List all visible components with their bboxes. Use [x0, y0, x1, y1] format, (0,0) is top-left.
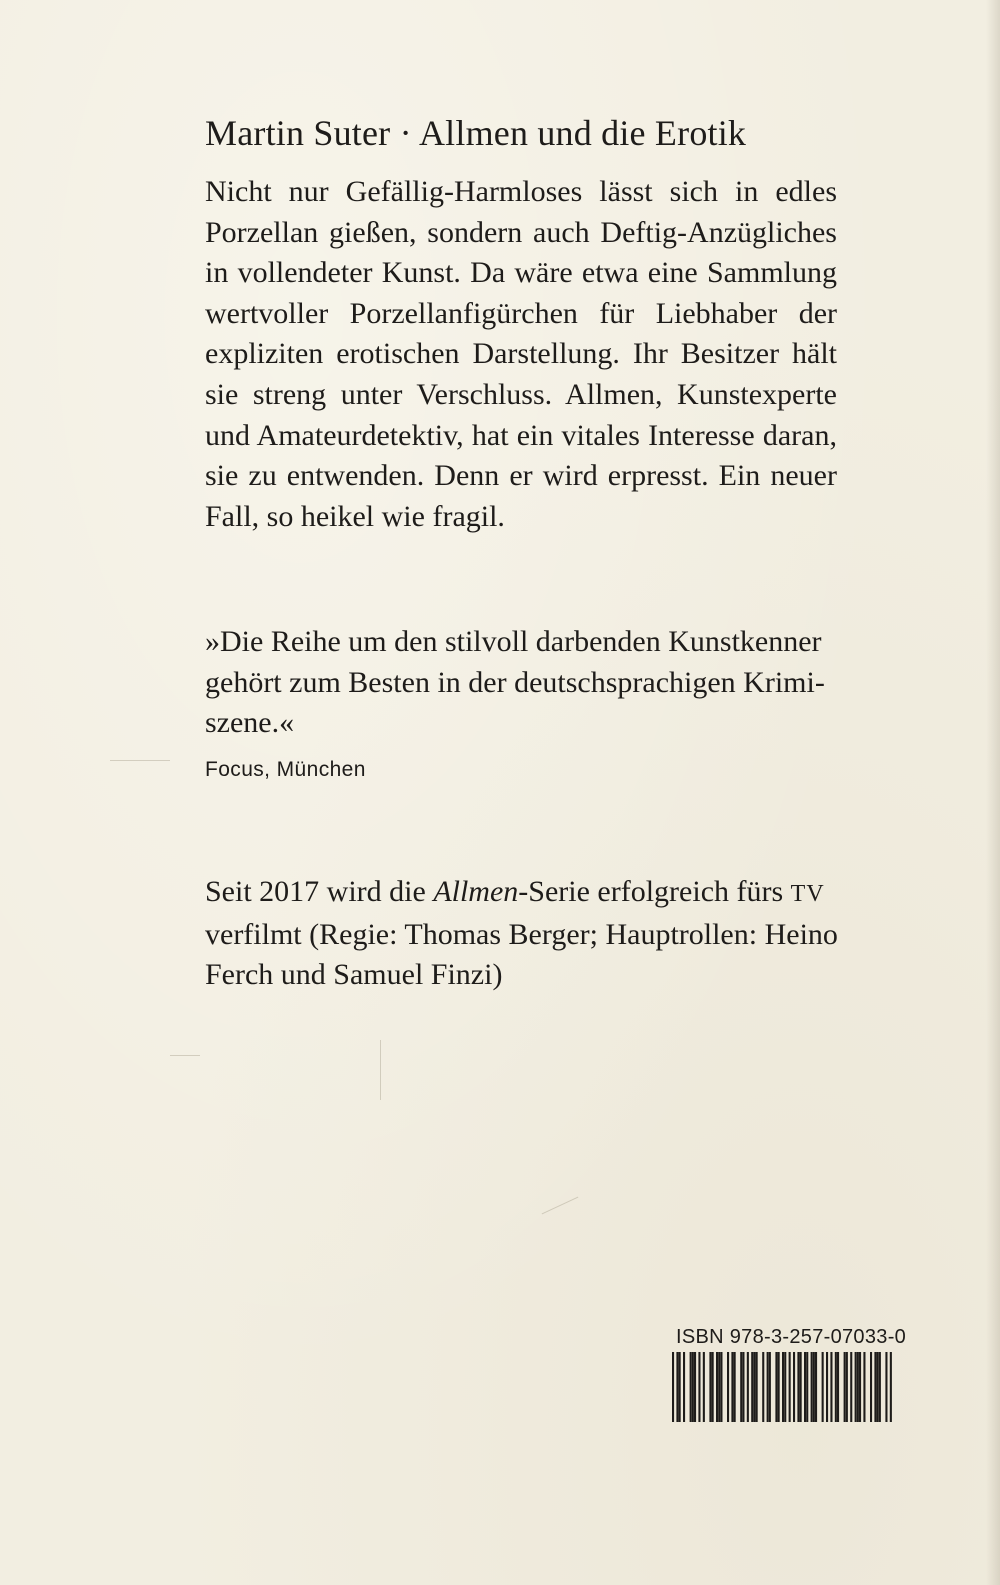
- paper-scuff: [542, 1197, 579, 1215]
- barcode-bar: [703, 1352, 705, 1422]
- barcode-bar: [784, 1352, 786, 1422]
- barcode-bar: [804, 1352, 806, 1422]
- barcode-bar: [747, 1352, 749, 1422]
- barcode-bar: [694, 1352, 696, 1422]
- barcode-bar: [731, 1352, 733, 1422]
- review-quote: [205, 622, 845, 744]
- barcode-bar: [778, 1352, 780, 1422]
- barcode-bar: [797, 1352, 799, 1422]
- barcode-bar: [679, 1352, 681, 1422]
- paper-scuff: [380, 1040, 381, 1100]
- barcode-bar: [806, 1352, 808, 1422]
- barcode-bar: [885, 1352, 887, 1422]
- book-title: Martin Suter · Allmen und die Erotik: [205, 113, 747, 153]
- barcode-bar: [698, 1352, 700, 1422]
- barcode-bar: [740, 1352, 742, 1422]
- tv-note-text: Seit 2017 wird die: [205, 875, 434, 908]
- paper-scuff: [110, 760, 170, 761]
- barcode-bar: [815, 1352, 817, 1422]
- barcode-bar: [712, 1352, 714, 1422]
- barcode-bar: [890, 1352, 892, 1422]
- barcode-bar: [813, 1352, 815, 1422]
- barcode-bar: [800, 1352, 802, 1422]
- barcode-bar: [718, 1352, 720, 1422]
- barcode-bar: [835, 1352, 837, 1422]
- barcode-bar: [830, 1352, 832, 1422]
- barcode-bar: [692, 1352, 694, 1422]
- barcode-bar: [753, 1352, 755, 1422]
- tv-adaptation-note: [205, 872, 845, 996]
- tv-abbreviation: TV: [790, 881, 825, 907]
- page-edge-shadow: [986, 0, 1000, 1585]
- book-blurb: Nicht nur Gefällig-Harmloses lässt sich in edles Porzellan gießen, sondern auch Deftig-Anzügliches in vollendeter Kunst. Da wäre etwa eine Sammlung wertvoller Porzellanfigürchen für Liebhaber der expliziten erotischen Darstellung. Ihr Besitzer hält sie streng unter Verschluss. Allmen, Kunstexperte und Amateurdetektiv, hat ein vitales Interesse daran, sie zu entwenden. Denn er wird erpresst. Ein neuer Fall, so heikel wie fragil.: [205, 175, 837, 533]
- barcode-bar: [676, 1352, 678, 1422]
- barcode-bar: [857, 1352, 859, 1422]
- barcode-bar: [870, 1352, 872, 1422]
- barcode-bar: [846, 1352, 848, 1422]
- barcode-bar: [690, 1352, 692, 1422]
- barcode: [672, 1352, 892, 1422]
- barcode-bar: [727, 1352, 729, 1422]
- barcode-bar: [775, 1352, 777, 1422]
- barcode-bar: [756, 1352, 758, 1422]
- barcode-bar: [782, 1352, 784, 1422]
- barcode-bar: [879, 1352, 881, 1422]
- barcode-bar: [762, 1352, 764, 1422]
- barcode-bar: [826, 1352, 828, 1422]
- series-name: Allmen: [433, 875, 519, 908]
- barcode-bar: [822, 1352, 824, 1422]
- barcode-bar: [811, 1352, 813, 1422]
- barcode-bar: [709, 1352, 711, 1422]
- review-quote-line: szene.«: [205, 706, 295, 740]
- barcode-bar: [769, 1352, 771, 1422]
- barcode-bar: [874, 1352, 876, 1422]
- barcode-bar: [844, 1352, 846, 1422]
- barcode-bar: [734, 1352, 736, 1422]
- barcode-bar: [863, 1352, 865, 1422]
- barcode-bar: [789, 1352, 791, 1422]
- barcode-bar: [855, 1352, 857, 1422]
- isbn-label: ISBN 978-3-257-07033-0: [676, 1326, 907, 1348]
- barcode-bar: [751, 1352, 753, 1422]
- barcode-bar: [683, 1352, 685, 1422]
- barcode-bar: [672, 1352, 674, 1422]
- barcode-bar: [837, 1352, 839, 1422]
- barcode-bar: [716, 1352, 718, 1422]
- barcode-bar: [877, 1352, 879, 1422]
- paper-scuff: [170, 1055, 200, 1056]
- barcode-bar: [720, 1352, 722, 1422]
- barcode-bar: [767, 1352, 769, 1422]
- barcode-bar: [859, 1352, 861, 1422]
- review-quote-line: »Die Reihe um den stilvoll darbenden Kunstkenner: [205, 625, 822, 658]
- quote-source: Focus, München: [205, 758, 366, 781]
- barcode-bar: [850, 1352, 852, 1422]
- barcode-bar: [793, 1352, 795, 1422]
- tv-note-text: verfilmt (Regie: Thomas Berger; Hauptrollen: Heino Ferch und Samuel Finzi): [205, 917, 838, 992]
- review-quote-line: gehört zum Besten in der deutschsprachigen Krimi-: [205, 665, 825, 699]
- tv-note-text: -Serie erfolgreich fürs: [518, 875, 791, 908]
- barcode-bar: [742, 1352, 744, 1422]
